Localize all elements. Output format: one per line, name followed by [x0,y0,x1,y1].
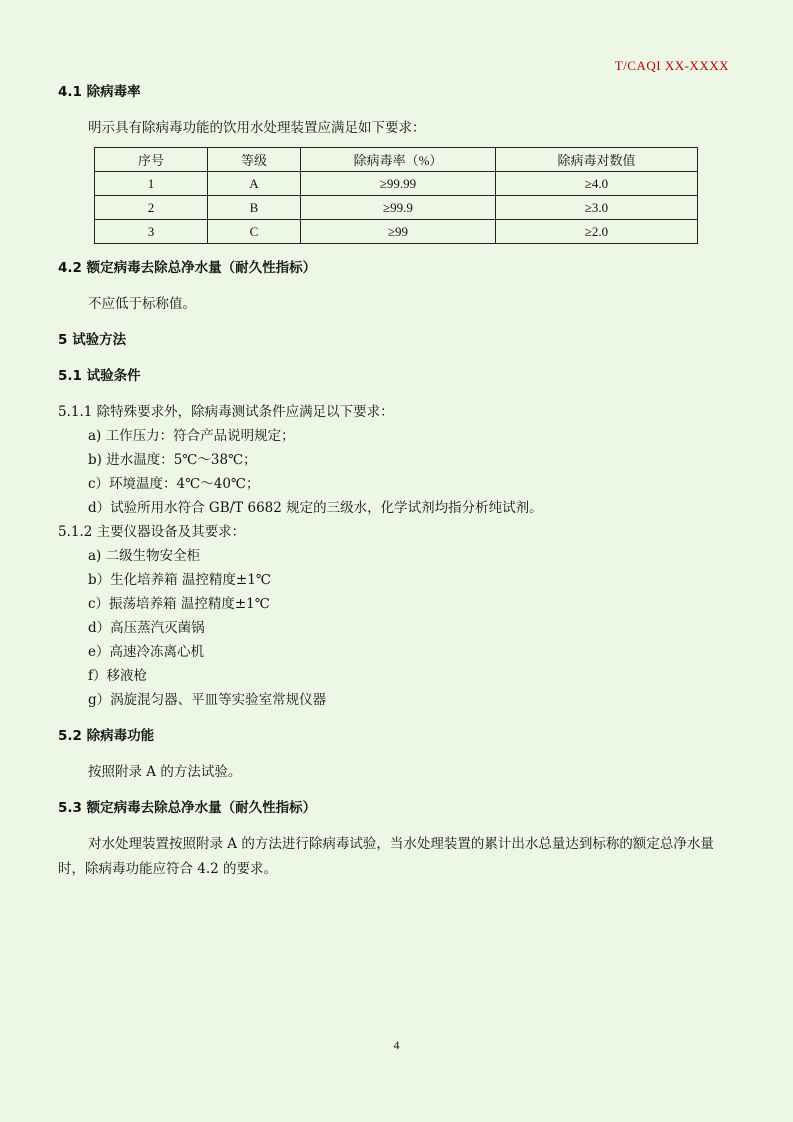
table-header-row [95,148,698,172]
table-cell: ≥99 [301,220,496,244]
clause-5-1-2: 5.1.2 主要仪器设备及其要求： [58,524,246,540]
table-cell: ≥99.9 [301,196,496,220]
table-cell: 2 [95,196,208,220]
table-header-cell: 序号 [95,148,208,172]
section-5-3-title: 5.3 额定病毒去除总净水量（耐久性指标） [58,800,317,816]
table-header-cell: 除病毒率（%） [301,148,496,172]
list-item: g）涡旋混匀器、平皿等实验室常规仪器 [88,692,327,708]
section-5-1-title: 5.1 试验条件 [58,368,141,384]
table-cell: ≥99.99 [301,172,496,196]
list-item: a) 工作压力：符合产品说明规定； [88,428,295,444]
table-cell: 3 [95,220,208,244]
section-5-2-text: 按照附录 A 的方法试验。 [88,764,242,780]
section-4-2-text: 不应低于标称值。 [88,296,196,312]
table-cell: A [208,172,301,196]
table-cell: ≥2.0 [496,220,698,244]
list-item: c）环境温度：4℃～40℃； [88,476,260,492]
table-cell: 1 [95,172,208,196]
section-4-1-title: 4.1 除病毒率 [58,84,141,100]
table-row [95,196,698,220]
table-cell: B [208,196,301,220]
section-4-2-title: 4.2 额定病毒去除总净水量（耐久性指标） [58,260,317,276]
list-item: d）高压蒸汽灭菌锅 [88,620,205,636]
list-item: d）试验所用水符合 GB/T 6682 规定的三级水，化学试剂均指分析纯试剂。 [88,500,543,516]
table-header-cell: 等级 [208,148,301,172]
section-5-2-title: 5.2 除病毒功能 [58,728,155,744]
list-item: b）生化培养箱 温控精度±1℃ [88,572,271,588]
section-5-3-text-line1: 对水处理装置按照附录 A 的方法进行除病毒试验，当水处理装置的累计出水总量达到标称的额定总净水量 [88,836,714,852]
list-item: a) 二级生物安全柜 [88,548,201,564]
virus-removal-table [94,147,698,244]
section-4-1-intro: 明示具有除病毒功能的饮用水处理装置应满足如下要求： [88,120,426,136]
page-number: 4 [393,1038,400,1052]
table-cell: C [208,220,301,244]
list-item: b) 进水温度：5℃～38℃； [88,452,257,468]
list-item: e）高速冷冻离心机 [88,644,204,660]
table-cell: ≥3.0 [496,196,698,220]
list-item: c）振荡培养箱 温控精度±1℃ [88,596,270,612]
clause-5-1-1: 5.1.1 除特殊要求外，除病毒测试条件应满足以下要求： [58,404,394,420]
document-code: T/CAQI XX-XXXX [614,58,729,73]
table-row [95,220,698,244]
table-row [95,172,698,196]
section-5-3-text-line2: 时，除病毒功能应符合 4.2 的要求。 [58,861,278,877]
document-body [58,78,738,879]
table-header-cell: 除病毒对数值 [496,148,698,172]
section-5-title: 5 试验方法 [58,332,127,348]
list-item: f）移液枪 [88,668,147,684]
table-cell: ≥4.0 [496,172,698,196]
